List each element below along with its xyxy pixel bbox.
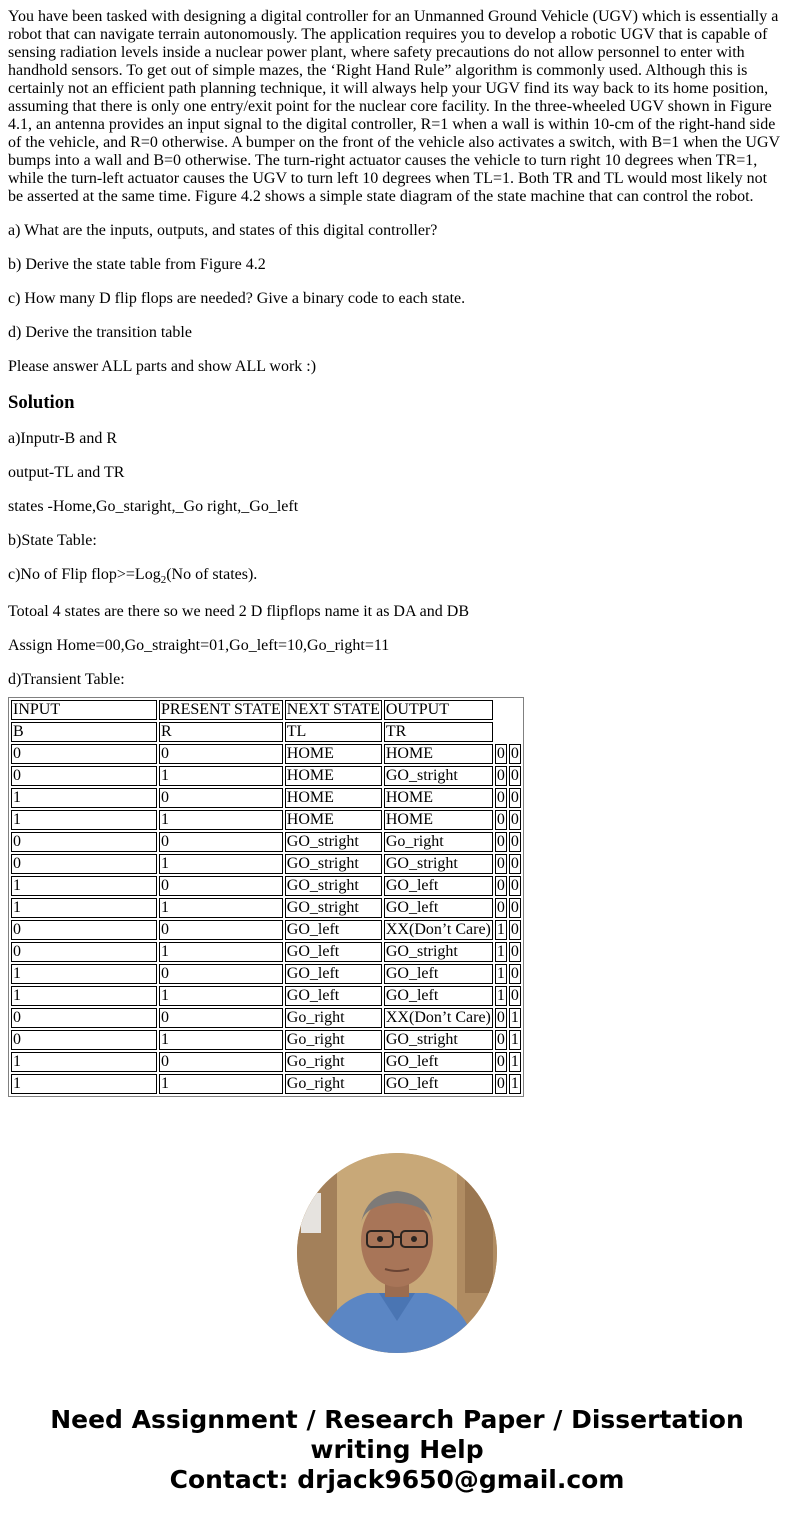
table-cell: 0 [159, 744, 283, 764]
table-header-cell: INPUT [11, 700, 157, 720]
table-cell: GO_stright [285, 876, 382, 896]
table-cell: 1 [11, 1074, 157, 1094]
table-cell: 1 [11, 1052, 157, 1072]
table-cell: 0 [510, 987, 519, 1004]
table-row [11, 942, 521, 962]
footer-banner [0, 1405, 794, 1495]
table-header-row [11, 700, 521, 720]
table-cell: HOME [384, 788, 493, 808]
table-cell: 0 [159, 920, 283, 940]
table-cell: GO_stright [384, 766, 493, 786]
table-cell: 0 [11, 1008, 157, 1028]
answer-c-formula [8, 566, 786, 584]
question-part-c: c) How many D flip flops are needed? Give a binary code to each state. [8, 290, 466, 307]
answer-c-total: Totoal 4 states are there so we need 2 D flipflops name it as DA and DB [8, 603, 469, 620]
table-cell: GO_left [285, 986, 382, 1006]
table-cell: 1 [510, 1031, 519, 1048]
answer-d-label: d)Transient Table: [8, 671, 125, 688]
transition-table [8, 697, 524, 1097]
table-row [11, 788, 521, 808]
table-cell: 0 [11, 1030, 157, 1050]
table-cell: 0 [11, 920, 157, 940]
table-subheader-cell: R [159, 722, 283, 742]
table-row [11, 964, 521, 984]
table-cell: 1 [11, 810, 157, 830]
table-row [11, 876, 521, 896]
question-intro: You have been tasked with designing a digital controller for an Unmanned Ground Vehicle (UGV) which is essentially a robot that can navigate terrain autonomously. The application requires you to develop a robotic UGV that is capable of sensing radiation levels inside a nuclear power plant, where safety precautions do not allow personnel to enter with handhold sensors. To get out of simple mazes, the ‘Right Hand Rule” algorithm is commonly used. Although this is certainly not an efficient path planning technique, it will always help your UGV find its way back to its home position, assuming that there is only one entry/exit point for the nuclear core facility. In the three-wheeled UGV shown in Figure 4.1, an antenna provides an input signal to the digital controller, R=1 when a wall is within 10-cm of the right-hand side of the vehicle, and R=0 otherwise. A bumper on the front of the vehicle also activates a switch, with B=1 when the UGV bumps into a wall and B=0 otherwise. The turn-right actuator causes the vehicle to turn right 10 degrees when TR=1, while the turn-left actuator causes the UGV to turn left 10 degrees when TL=1. Both TR and TL would most likely not be asserted at the same time. Figure 4.2 shows a simple state diagram of the state machine that can control the robot. [8, 8, 780, 205]
table-row [11, 920, 521, 940]
table-header-cell: NEXT STATE [286, 701, 380, 718]
table-cell: 0 [496, 877, 505, 894]
table-cell: Go_right [285, 1074, 382, 1094]
table-row [11, 1052, 521, 1072]
table-cell: 0 [11, 942, 157, 962]
table-cell: HOME [285, 788, 382, 808]
table-cell: 1 [11, 964, 157, 984]
table-subheader-cell: B [11, 722, 157, 742]
table-cell: 1 [510, 1075, 519, 1092]
table-cell: GO_stright [285, 898, 382, 918]
table-cell: 1 [510, 1009, 519, 1026]
table-subheader-cell: TR [384, 722, 493, 742]
table-row [11, 986, 521, 1006]
answer-c-assign: Assign Home=00,Go_straight=01,Go_left=10,Go_right=11 [8, 637, 390, 654]
table-cell: 0 [510, 877, 519, 894]
table-cell: 1 [11, 986, 157, 1006]
table-cell: GO_left [384, 986, 493, 1006]
footer-contact: Contact: drjack9650@gmail.com [169, 1465, 625, 1494]
answer-a-outputs: output-TL and TR [8, 464, 125, 481]
table-cell: 0 [11, 854, 157, 874]
table-cell: 0 [11, 744, 157, 764]
table-cell: 0 [11, 832, 157, 852]
table-cell: HOME [285, 766, 382, 786]
table-cell: 1 [159, 810, 283, 830]
table-cell: 0 [159, 788, 283, 808]
table-cell: 1 [496, 987, 505, 1004]
table-cell: GO_left [384, 1052, 493, 1072]
table-row [11, 1074, 521, 1094]
table-cell: 1 [496, 965, 505, 982]
table-cell: Go_right [285, 1052, 382, 1072]
table-cell: GO_stright [384, 854, 493, 874]
table-cell: 0 [510, 745, 519, 762]
table-cell: 1 [159, 986, 283, 1006]
table-cell: 1 [496, 921, 505, 938]
table-cell: GO_left [285, 964, 382, 984]
table-cell: 0 [496, 745, 505, 762]
answer-a-states: states -Home,Go_staright,_Go right,_Go_left [8, 498, 299, 515]
table-cell: 1 [159, 1030, 283, 1050]
table-cell: GO_left [285, 942, 382, 962]
table-cell: 0 [510, 811, 519, 828]
table-cell: 0 [510, 833, 519, 850]
table-cell: GO_left [384, 964, 493, 984]
table-cell: GO_left [384, 898, 493, 918]
table-cell: 0 [159, 876, 283, 896]
footer-line-1: Need Assignment / Research Paper / Dissertation [50, 1405, 744, 1434]
table-cell: Go_right [285, 1008, 382, 1028]
table-cell: GO_stright [285, 832, 382, 852]
table-subheader-row [11, 722, 521, 742]
table-cell: 0 [510, 943, 519, 960]
table-cell: 0 [496, 899, 505, 916]
table-cell: 1 [159, 766, 283, 786]
answer-c-formula-post: (No of states). [166, 566, 258, 583]
table-row [11, 854, 521, 874]
table-cell: 1 [11, 898, 157, 918]
table-cell: 0 [510, 899, 519, 916]
table-cell: 1 [11, 876, 157, 896]
answer-b-label: b)State Table: [8, 532, 97, 549]
table-cell: XX(Don’t Care) [385, 921, 491, 938]
table-cell: 0 [496, 1031, 505, 1048]
footer-line-2: writing Help [310, 1435, 484, 1464]
table-cell: 0 [11, 766, 157, 786]
table-cell: 1 [159, 1074, 283, 1094]
table-cell: XX(Don’t Care) [385, 1009, 491, 1026]
table-cell: GO_left [285, 920, 382, 940]
author-avatar [297, 1153, 497, 1353]
question-part-d: d) Derive the transition table [8, 324, 192, 341]
table-cell: 0 [159, 1052, 283, 1072]
table-row [11, 898, 521, 918]
table-cell: 0 [496, 789, 505, 806]
author-portrait-graphic [297, 1153, 497, 1353]
table-cell: HOME [285, 810, 382, 830]
table-row [11, 1030, 521, 1050]
table-cell: 0 [496, 811, 505, 828]
question-part-b: b) Derive the state table from Figure 4.2 [8, 256, 266, 273]
table-cell: GO_stright [285, 854, 382, 874]
table-header-cell: OUTPUT [384, 700, 493, 720]
table-cell: GO_left [384, 876, 493, 896]
table-row [11, 1008, 521, 1028]
table-row [11, 766, 521, 786]
table-cell: 0 [510, 767, 519, 784]
answer-c-formula-pre: c)No of Flip flop>=Log [8, 566, 161, 583]
solution-heading: Solution [8, 392, 75, 413]
table-cell: 0 [496, 1009, 505, 1026]
table-cell: 0 [159, 832, 283, 852]
table-cell: GO_left [384, 1074, 493, 1094]
table-cell: 0 [496, 767, 505, 784]
table-cell: HOME [384, 810, 493, 830]
table-subheader-cell: TL [285, 722, 382, 742]
table-cell: 1 [159, 942, 283, 962]
table-cell: GO_stright [384, 1030, 493, 1050]
table-cell: 1 [510, 1053, 519, 1070]
table-cell: 0 [496, 833, 505, 850]
table-cell: 0 [496, 855, 505, 872]
content [8, 8, 786, 1097]
table-cell: HOME [285, 744, 382, 764]
table-cell: 0 [510, 789, 519, 806]
table-cell: 1 [159, 854, 283, 874]
answer-a-inputs: a)Inputr-B and R [8, 430, 117, 447]
table-cell: Go_right [285, 1030, 382, 1050]
table-row [11, 810, 521, 830]
table-cell: 0 [159, 964, 283, 984]
table-cell: 1 [496, 943, 505, 960]
question-request: Please answer ALL parts and show ALL work :) [8, 358, 317, 375]
answer-c-formula-sub: 2 [160, 574, 167, 586]
table-header-cell: PRESENT STATE [161, 701, 281, 718]
table-cell: 1 [11, 788, 157, 808]
table-cell: Go_right [384, 832, 493, 852]
table-row [11, 744, 521, 764]
table-cell: 0 [159, 1008, 283, 1028]
table-cell: 1 [159, 898, 283, 918]
table-cell: 0 [510, 965, 519, 982]
table-cell: 0 [496, 1053, 505, 1070]
table-cell: GO_stright [384, 942, 493, 962]
table-cell: 0 [510, 855, 519, 872]
table-row [11, 832, 521, 852]
table-cell: 0 [510, 921, 519, 938]
question-part-a: a) What are the inputs, outputs, and states of this digital controller? [8, 222, 438, 239]
table-cell: HOME [384, 744, 493, 764]
table-cell: 0 [496, 1075, 505, 1092]
